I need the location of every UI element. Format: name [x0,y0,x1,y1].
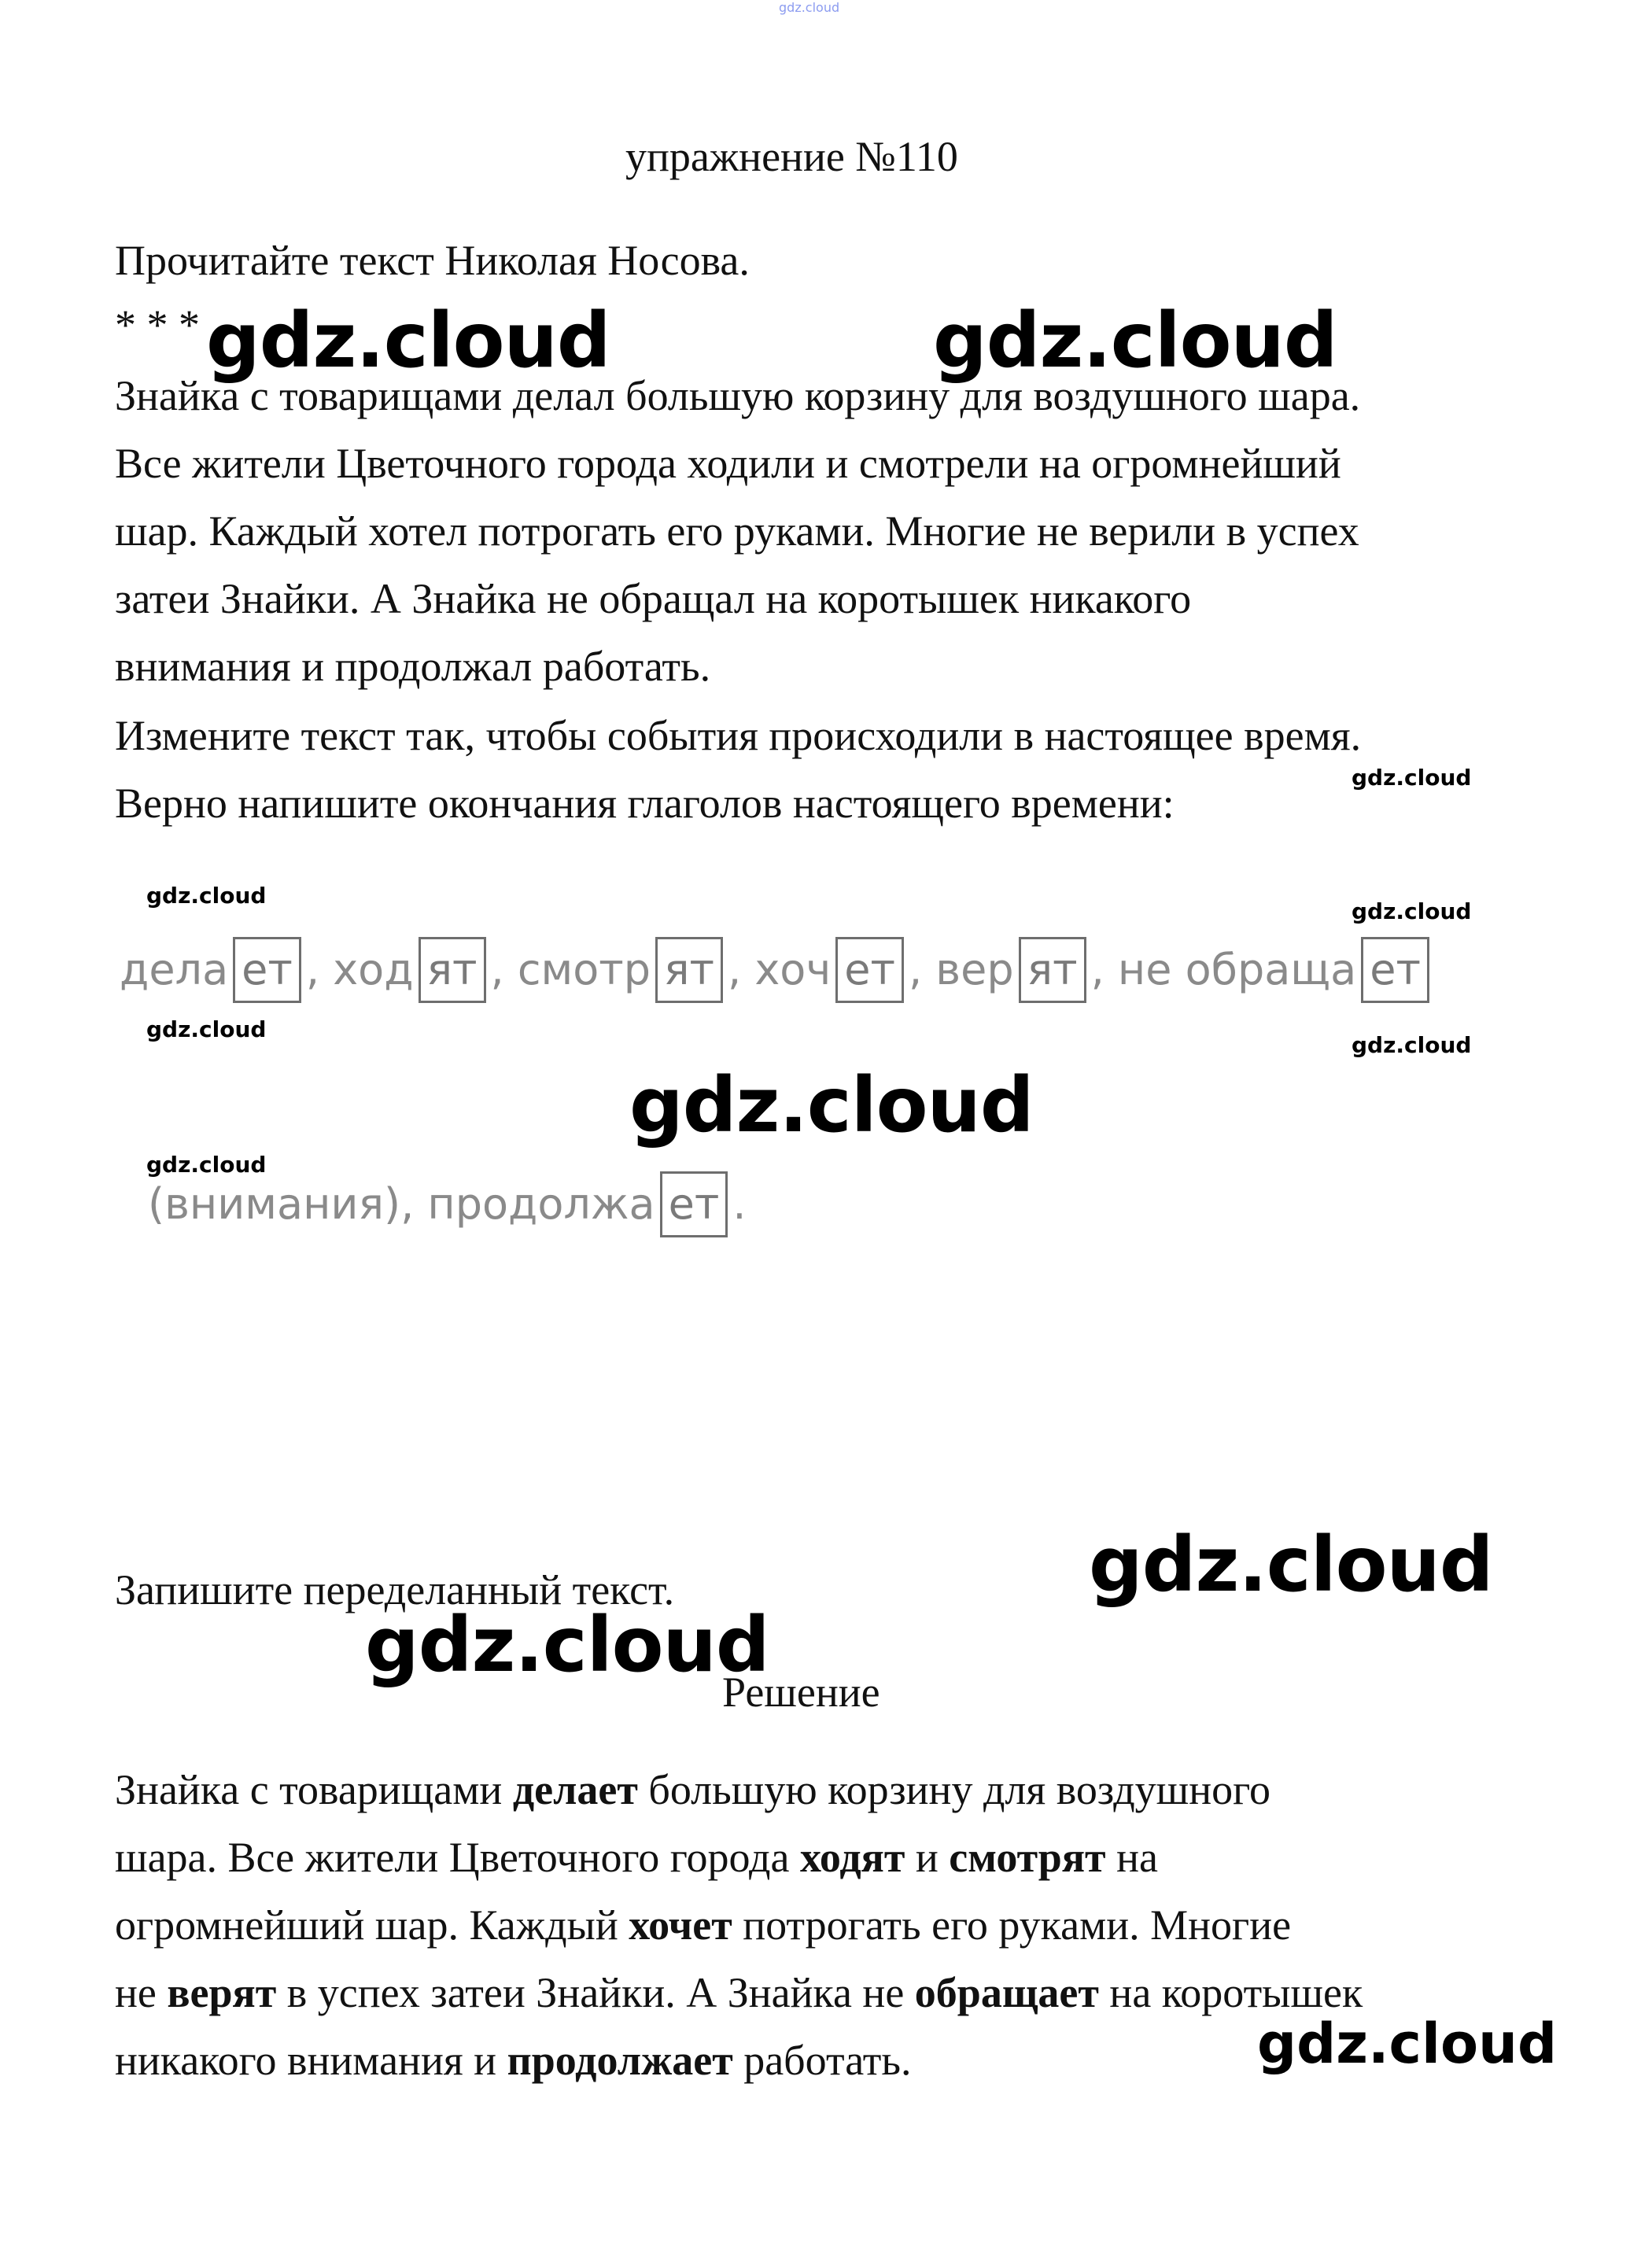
present-verb: ходят [799,1834,905,1881]
verb-endings-row-2 [148,1171,747,1238]
solution-line [115,2026,1363,2094]
watermark: gdz.cloud [365,1601,769,1689]
text-line: Знайка с товарищами делал большую корзину для воздушного шара. [115,372,1361,419]
verb-separator: , [490,945,518,994]
solution-label: Решение [722,1669,880,1716]
solution-fragment: на [1105,1834,1158,1881]
verb-stem: дела [120,945,229,994]
present-verb: верят [167,1969,277,2016]
present-verb: смотрят [949,1834,1106,1881]
solution-fragment: огромнейший шар. Каждый [115,1901,629,1949]
watermark: gdz.cloud [146,1016,267,1042]
verb-stem: не обраща [1117,945,1357,994]
watermark: gdz.cloud [629,1061,1034,1149]
task-line: Измените текст так, чтобы события происходили в настоящее время. [115,712,1362,759]
text-line: затеи Знайки. А Знайка не обращал на коротышек никакого [115,575,1192,622]
solution-fragment: потрогать его руками. Многие [732,1901,1292,1949]
text-line: внимания и продолжал работать. [115,643,711,690]
verb-separator: , [1090,945,1118,994]
text-line: Все жители Цветочного города ходили и смотрели на огромнейший [115,440,1341,487]
verb-stem: смотр [517,945,651,994]
top-watermark: gdz.cloud [779,0,840,15]
task-write-text: Запишите переделанный текст. [115,1566,675,1613]
solution-fragment: никакого внимания и [115,2037,507,2084]
verb-separator: , [305,945,334,994]
verb-ending-box: ет [1361,937,1429,1003]
solution-fragment: в успех затеи Знайки. А Знайка не [276,1969,915,2016]
task-change-text [115,702,1361,837]
solution-line [115,1824,1363,1891]
verb-ending-box: ят [1019,937,1086,1003]
verb-endings-row-1 [120,936,1434,1004]
task-read-text: Прочитайте текст Николая Носова. [115,237,750,284]
solution-fragment: большую корзину для воздушного [637,1766,1270,1813]
verb-separator: . [732,1179,747,1229]
solution-line [115,1959,1363,2026]
solution-fragment: и [905,1834,950,1881]
watermark: gdz.cloud [146,883,267,909]
solution-fragment: работать. [732,2037,912,2084]
verb-ending-box: ет [660,1171,728,1237]
present-verb: делает [512,1766,638,1813]
original-text [115,362,1360,700]
verb-stem: (внимания), продолжа [148,1179,655,1229]
solution-line [115,1756,1363,1824]
present-verb: обращает [914,1969,1099,2016]
watermark: gdz.cloud [1352,1032,1472,1058]
watermark: gdz.cloud [933,297,1337,385]
exercise-title: упражнение №110 [625,133,958,180]
verb-ending-box: ят [419,937,486,1003]
watermark: gdz.cloud [1257,2012,1558,2076]
task-line: Верно напишите окончания глаголов настоящего времени: [115,780,1175,827]
watermark: gdz.cloud [1089,1521,1493,1609]
solution-fragment: не [115,1969,168,2016]
verb-stem: хоч [754,945,832,994]
verb-separator: , [908,945,936,994]
verb-ending-box: ет [835,937,904,1003]
text-line: шар. Каждый хотел потрогать его руками. Многие не верили в успех [115,507,1359,555]
watermark: gdz.cloud [1352,765,1472,791]
solution-line [115,1891,1363,1959]
present-verb: хочет [629,1901,732,1949]
watermark: gdz.cloud [1352,898,1472,924]
solution-fragment: шара. Все жители Цветочного города [115,1834,800,1881]
solution-fragment: Знайка с товарищами [115,1766,513,1813]
present-verb: продолжает [507,2037,733,2084]
watermark: gdz.cloud [146,1152,267,1178]
verb-ending-box: ет [233,937,301,1003]
verb-stem: ход [333,945,414,994]
watermark: gdz.cloud [206,297,610,385]
solution-text [115,1756,1363,2094]
verb-separator: , [728,945,755,994]
stars-separator: * * * [115,301,200,348]
verb-stem: вер [935,945,1014,994]
verb-ending-box: ят [655,937,723,1003]
solution-fragment: на коротышек [1098,1969,1363,2016]
